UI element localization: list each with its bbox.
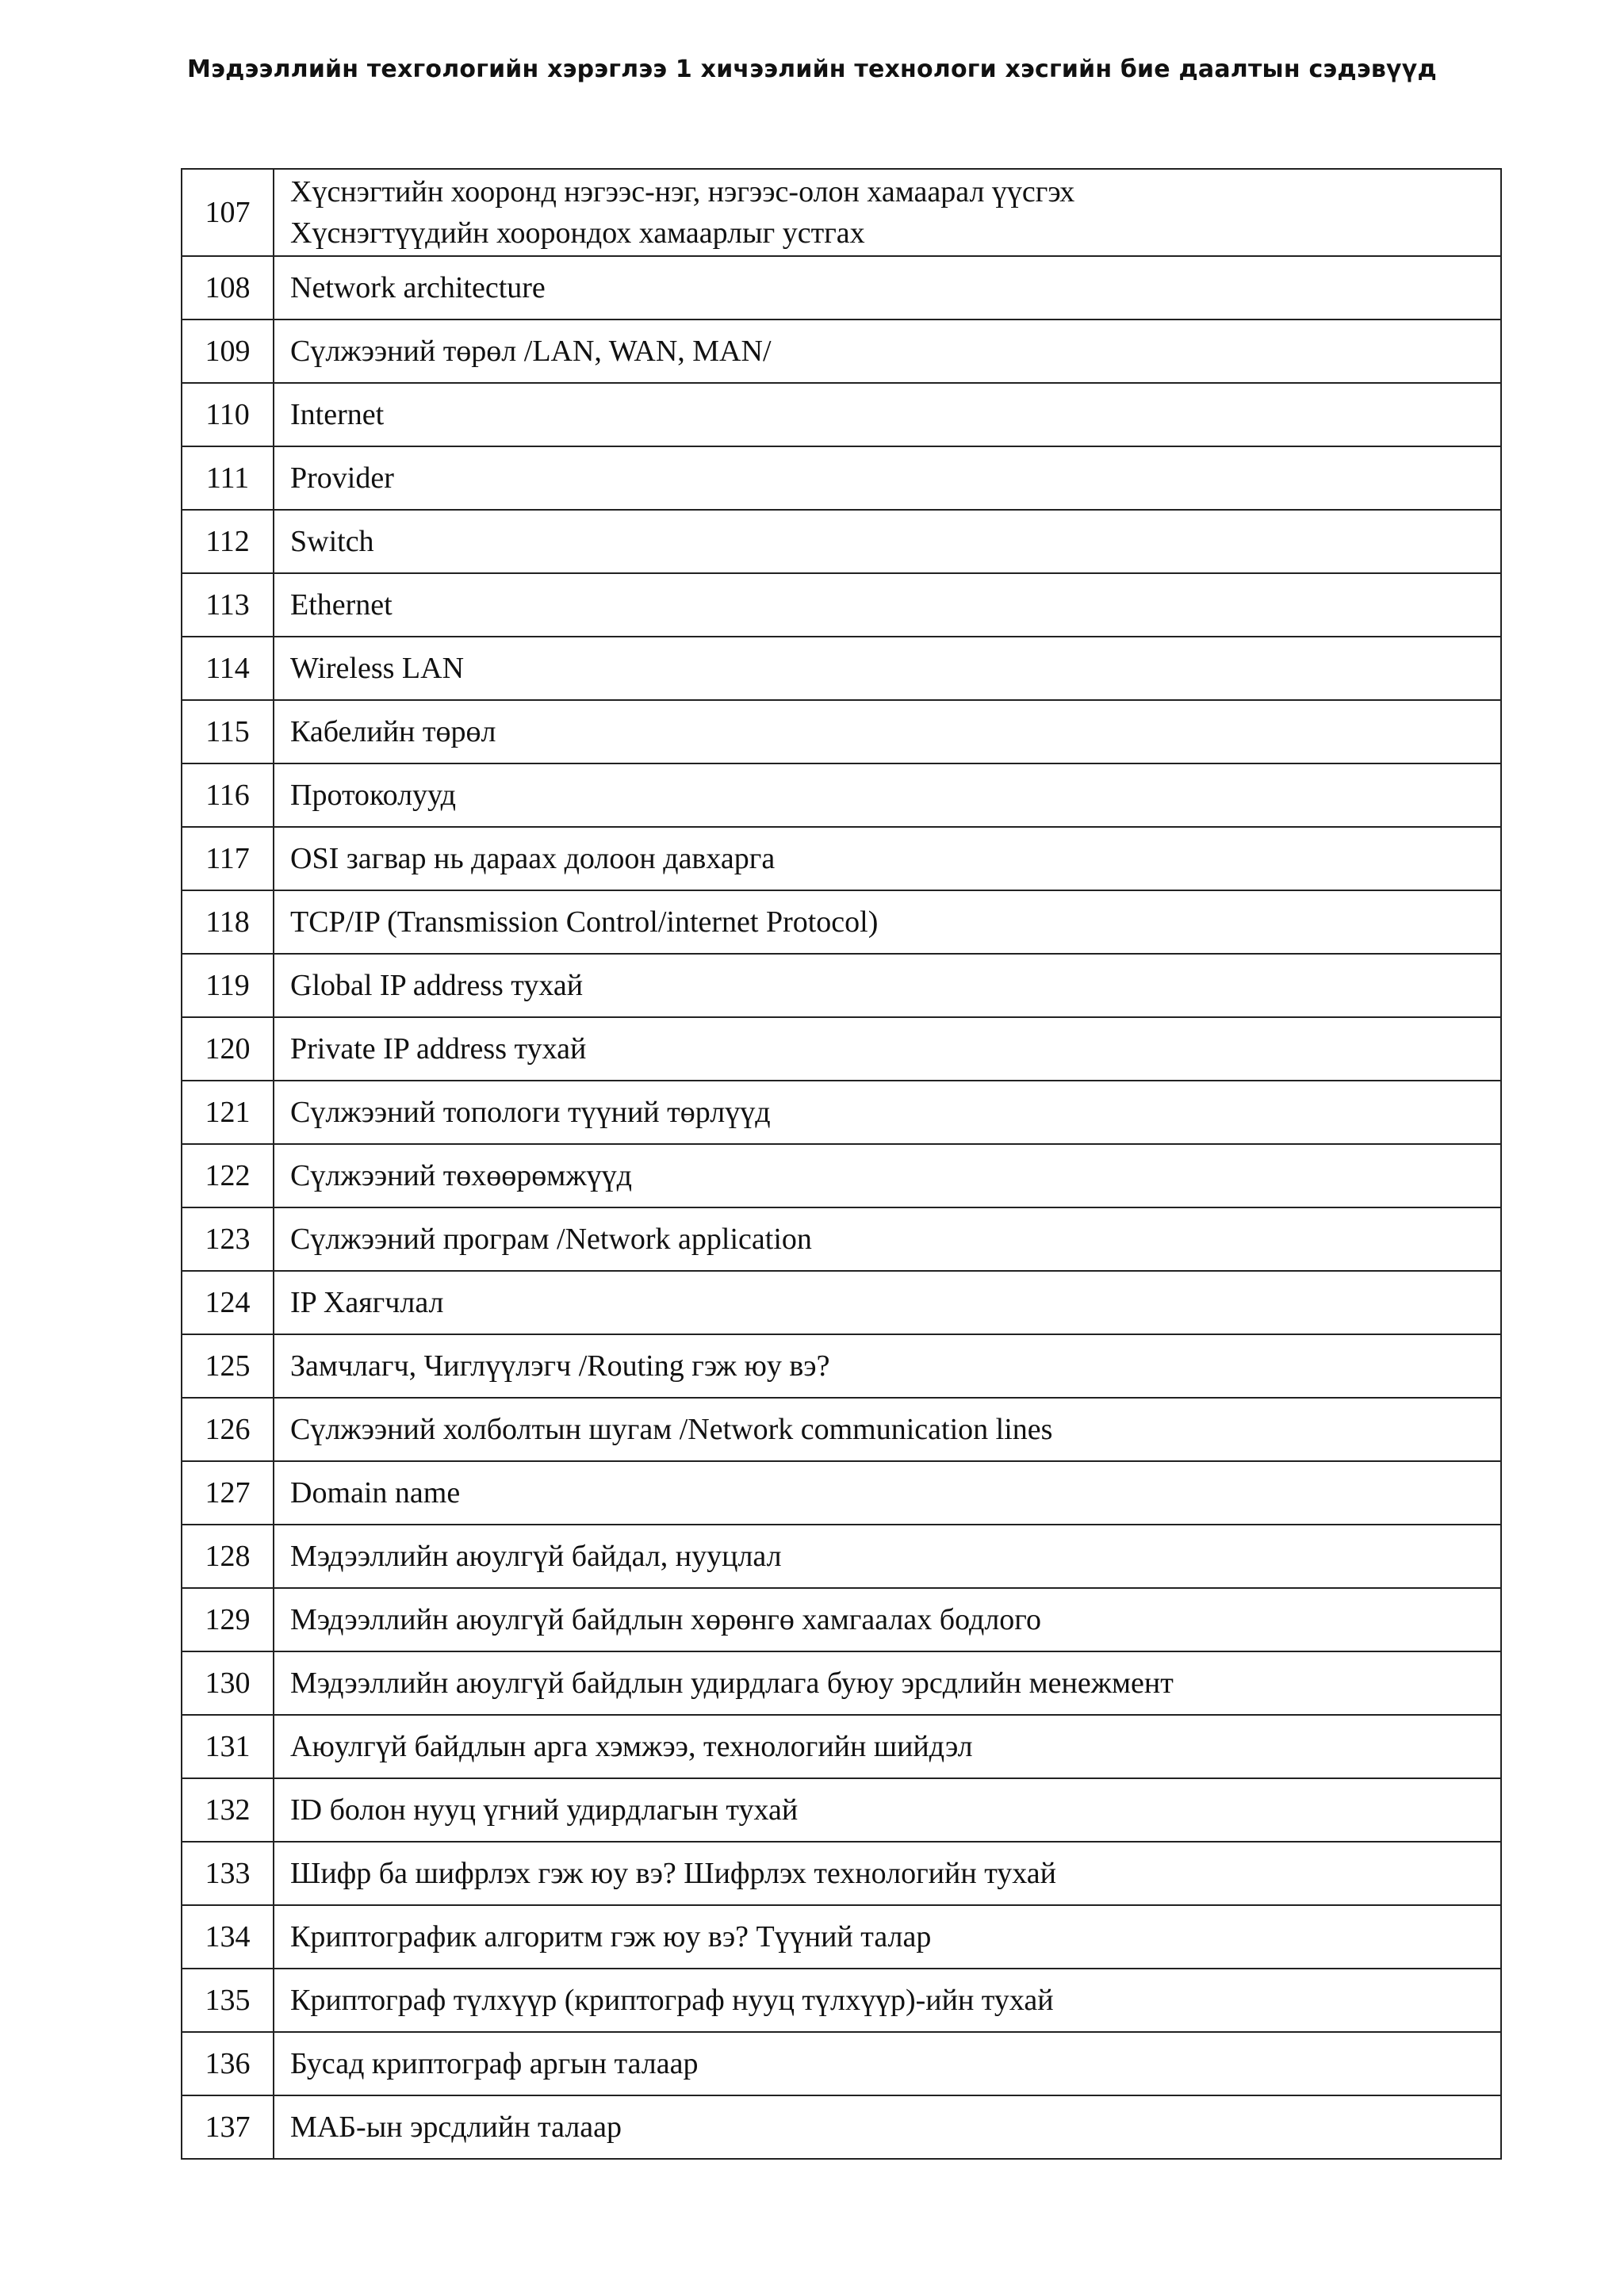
row-topic: OSI загвар нь дараах долоон давхарга	[274, 827, 1501, 890]
row-topic: МАБ-ын эрсдлийн талаар	[274, 2095, 1501, 2159]
row-topic: Протоколууд	[274, 763, 1501, 827]
row-number: 136	[182, 2032, 274, 2095]
table-row	[182, 1017, 1501, 1081]
row-number: 120	[182, 1017, 274, 1081]
table-row	[182, 510, 1501, 573]
row-number: 123	[182, 1207, 274, 1271]
table-row	[182, 2032, 1501, 2095]
row-topic: Сүлжээний төрөл /LAN, WAN, MAN/	[274, 320, 1501, 383]
table-row	[182, 1144, 1501, 1207]
row-topic: Ethernet	[274, 573, 1501, 637]
row-topic: IP Хаягчлал	[274, 1271, 1501, 1334]
row-topic: Шифр ба шифрлэх гэж юу вэ? Шифрлэх технологийн тухай	[274, 1842, 1501, 1905]
row-topic: Network architecture	[274, 256, 1501, 320]
table-row	[182, 890, 1501, 954]
row-topic: Сүлжээний төхөөрөмжүүд	[274, 1144, 1501, 1207]
row-number: 134	[182, 1905, 274, 1969]
row-topic: Сүлжээний програм /Network application	[274, 1207, 1501, 1271]
table-row	[182, 1461, 1501, 1525]
row-number: 110	[182, 383, 274, 446]
row-topic: Domain name	[274, 1461, 1501, 1525]
row-number: 133	[182, 1842, 274, 1905]
row-topic: Криптограф түлхүүр (криптограф нууц түлхүүр)-ийн тухай	[274, 1969, 1501, 2032]
row-number: 114	[182, 637, 274, 700]
row-number: 130	[182, 1651, 274, 1715]
row-number: 112	[182, 510, 274, 573]
row-topic-line: Хүснэгтүүдийн хоорондох хамаарлыг устгах	[290, 216, 865, 250]
table-row	[182, 1778, 1501, 1842]
row-topic: Мэдээллийн аюулгүй байдлын хөрөнгө хамгаалах бодлого	[274, 1588, 1501, 1651]
row-topic: Provider	[274, 446, 1501, 510]
row-number: 108	[182, 256, 274, 320]
row-topic: TCP/IP (Transmission Control/internet Protocol)	[274, 890, 1501, 954]
row-topic: Мэдээллийн аюулгүй байдал, нууцлал	[274, 1525, 1501, 1588]
table-row	[182, 763, 1501, 827]
row-topic: Мэдээллийн аюулгүй байдлын удирдлага буюу эрсдлийн менежмент	[274, 1651, 1501, 1715]
row-number: 119	[182, 954, 274, 1017]
row-topic: Internet	[274, 383, 1501, 446]
table-row	[182, 383, 1501, 446]
row-number: 125	[182, 1334, 274, 1398]
table-row	[182, 1715, 1501, 1778]
row-number: 127	[182, 1461, 274, 1525]
row-number: 109	[182, 320, 274, 383]
row-number: 135	[182, 1969, 274, 2032]
row-topic: Сүлжээний холболтын шугам /Network communication lines	[274, 1398, 1501, 1461]
table-row	[182, 1588, 1501, 1651]
row-number: 107	[182, 169, 274, 256]
row-number: 132	[182, 1778, 274, 1842]
table-row	[182, 256, 1501, 320]
row-topic: Замчлагч, Чиглүүлэгч /Routing гэж юу вэ?	[274, 1334, 1501, 1398]
table-row	[182, 1207, 1501, 1271]
table-row	[182, 1081, 1501, 1144]
table-row	[182, 700, 1501, 763]
topic-table	[181, 168, 1502, 2160]
table-row	[182, 169, 1501, 256]
row-topic: Кабелийн төрөл	[274, 700, 1501, 763]
topic-table-body	[182, 169, 1501, 2159]
row-number: 122	[182, 1144, 274, 1207]
table-row	[182, 637, 1501, 700]
table-row	[182, 954, 1501, 1017]
row-number: 137	[182, 2095, 274, 2159]
table-row	[182, 320, 1501, 383]
row-topic: Private IP address тухай	[274, 1017, 1501, 1081]
page-title: Мэдээллийн техгологийн хэрэглээ 1 хичээлийн технологи хэсгийн бие даалтын сэдэвүүд	[187, 55, 1437, 83]
row-topic: Сүлжээний топологи түүний төрлүүд	[274, 1081, 1501, 1144]
row-number: 124	[182, 1271, 274, 1334]
row-number: 128	[182, 1525, 274, 1588]
row-number: 129	[182, 1588, 274, 1651]
row-topic: Wireless LAN	[274, 637, 1501, 700]
table-row	[182, 1398, 1501, 1461]
table-row	[182, 446, 1501, 510]
row-topic: Switch	[274, 510, 1501, 573]
table-row	[182, 827, 1501, 890]
row-number: 117	[182, 827, 274, 890]
row-number: 115	[182, 700, 274, 763]
table-row	[182, 1271, 1501, 1334]
table-row	[182, 1842, 1501, 1905]
row-number: 113	[182, 573, 274, 637]
row-topic: Global IP address тухай	[274, 954, 1501, 1017]
row-number: 126	[182, 1398, 274, 1461]
row-topic: ID болон нууц үгний удирдлагын тухай	[274, 1778, 1501, 1842]
table-row	[182, 2095, 1501, 2159]
row-number: 111	[182, 446, 274, 510]
row-number: 118	[182, 890, 274, 954]
table-row	[182, 573, 1501, 637]
table-row	[182, 1525, 1501, 1588]
table-row	[182, 1969, 1501, 2032]
table-row	[182, 1651, 1501, 1715]
row-number: 121	[182, 1081, 274, 1144]
row-topic: Бусад криптограф аргын талаар	[274, 2032, 1501, 2095]
row-topic	[274, 169, 1501, 256]
row-topic: Аюулгүй байдлын арга хэмжээ, технологийн шийдэл	[274, 1715, 1501, 1778]
table-row	[182, 1905, 1501, 1969]
row-number: 131	[182, 1715, 274, 1778]
row-number: 116	[182, 763, 274, 827]
row-topic: Криптографик алгоритм гэж юу вэ? Түүний талар	[274, 1905, 1501, 1969]
table-row	[182, 1334, 1501, 1398]
row-topic-line: Хүснэгтийн хооронд нэгээс-нэг, нэгээс-олон хамаарал үүсгэх	[290, 175, 1075, 209]
